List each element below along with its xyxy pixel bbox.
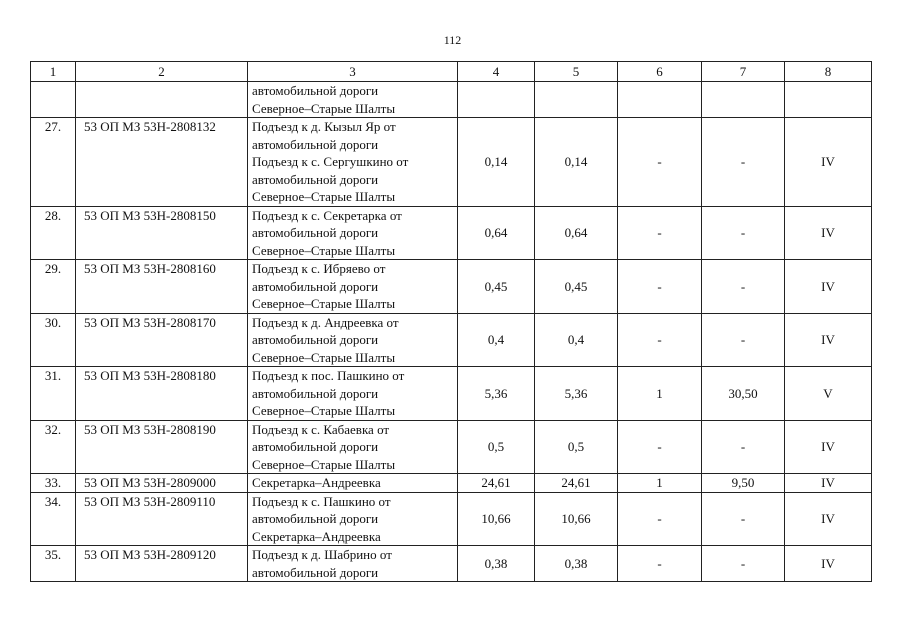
road-name-line: Секретарка–Андреевка	[252, 528, 381, 544]
col4-cell: 10,66	[458, 492, 535, 546]
col6-cell: -	[618, 313, 702, 367]
row-number-cell: 34.	[31, 492, 76, 546]
row-number-cell: 33.	[31, 474, 76, 493]
row-number-cell	[31, 82, 76, 118]
col5-cell: 0,4	[535, 313, 618, 367]
col4-cell: 0,5	[458, 420, 535, 474]
table-row	[31, 367, 872, 421]
road-name-line: Северное–Старые Шалты	[252, 349, 396, 365]
col8-cell	[785, 82, 872, 118]
road-name-line: Подъезд к пос. Пашкино от	[252, 368, 405, 383]
road-code-cell: 53 ОП МЗ 53Н-2809120	[76, 546, 248, 582]
col7-cell: -	[702, 118, 785, 207]
table-row	[31, 118, 872, 207]
road-name-line: Подъезд к с. Ибряево от	[252, 261, 386, 276]
col6-cell: -	[618, 546, 702, 582]
col7-cell: -	[702, 260, 785, 314]
col8-cell: IV	[785, 313, 872, 367]
col5-cell	[535, 82, 618, 118]
road-code-cell: 53 ОП МЗ 53Н-2809110	[76, 492, 248, 546]
col4-cell: 0,4	[458, 313, 535, 367]
col4-cell: 0,38	[458, 546, 535, 582]
col6-cell: -	[618, 118, 702, 207]
col6-cell: 1	[618, 474, 702, 493]
col5-cell: 0,64	[535, 206, 618, 260]
road-name-line: Подъезд к с. Секретарка от	[252, 207, 402, 223]
road-code-cell: 53 ОП МЗ 53Н-2808132	[76, 118, 248, 207]
table-row	[31, 82, 872, 118]
col5-cell: 0,45	[535, 260, 618, 314]
row-number-cell: 32.	[31, 420, 76, 474]
road-name-line: Северное–Старые Шалты	[252, 403, 396, 418]
road-name-line: Северное–Старые Шалты	[252, 296, 396, 311]
road-name-line: автомобильной дороги	[252, 385, 379, 401]
col4-cell	[458, 82, 535, 118]
road-name-cell	[248, 546, 458, 582]
road-name-line: автомобильной дороги	[252, 564, 379, 580]
road-name-line: Подъезд к с. Сергушкино от	[252, 154, 409, 169]
col5-cell: 10,66	[535, 492, 618, 546]
row-number-cell: 31.	[31, 367, 76, 421]
road-code-cell: 53 ОП МЗ 53Н-2808180	[76, 367, 248, 421]
table-row	[31, 474, 872, 493]
road-name-line: автомобильной дороги	[252, 439, 379, 454]
road-code-cell: 53 ОП МЗ 53Н-2808190	[76, 420, 248, 474]
col7-cell: -	[702, 546, 785, 582]
row-number-cell: 28.	[31, 206, 76, 260]
roads-table	[30, 61, 872, 582]
page-number: 112	[443, 33, 462, 47]
road-name-line: Подъезд к д. Андреевка от	[252, 314, 399, 330]
col7-cell: -	[702, 420, 785, 474]
col6-cell	[618, 82, 702, 118]
road-code-cell: 53 ОП МЗ 53Н-2808170	[76, 313, 248, 367]
col6-cell: -	[618, 420, 702, 474]
col4-cell: 0,45	[458, 260, 535, 314]
road-name-line: Северное–Старые Шалты	[252, 242, 396, 258]
table-row	[31, 313, 872, 367]
table-row	[31, 420, 872, 474]
road-name-line: автомобильной дороги	[252, 332, 379, 347]
header-cell: 8	[785, 62, 872, 82]
road-code-cell: 53 ОП МЗ 53Н-2809000	[76, 474, 248, 493]
col7-cell: 30,50	[702, 367, 785, 421]
col7-cell	[702, 82, 785, 118]
road-code-cell: 53 ОП МЗ 53Н-2808160	[76, 260, 248, 314]
header-cell: 2	[76, 62, 248, 82]
row-number-cell: 29.	[31, 260, 76, 314]
col7-cell: -	[702, 492, 785, 546]
road-name-cell	[248, 474, 458, 493]
col8-cell: V	[785, 367, 872, 421]
col7-cell: -	[702, 206, 785, 260]
col4-cell: 0,14	[458, 118, 535, 207]
road-code-cell	[76, 82, 248, 118]
col5-cell: 24,61	[535, 474, 618, 493]
table-row	[31, 206, 872, 260]
road-name-cell	[248, 260, 458, 314]
header-cell: 7	[702, 62, 785, 82]
header-cell: 4	[458, 62, 535, 82]
col5-cell: 0,5	[535, 420, 618, 474]
row-number-cell: 30.	[31, 313, 76, 367]
col7-cell: -	[702, 313, 785, 367]
road-name-cell	[248, 420, 458, 474]
table-row	[31, 546, 872, 582]
road-name-line: Северное–Старые Шалты	[252, 189, 396, 204]
row-number-cell: 27.	[31, 118, 76, 207]
header-cell: 5	[535, 62, 618, 82]
road-name-line: автомобильной дороги	[252, 278, 379, 294]
road-name-line: автомобильной дороги	[252, 511, 379, 526]
road-name-line: автомобильной дороги	[252, 83, 379, 98]
road-name-cell	[248, 118, 458, 207]
col6-cell: -	[618, 492, 702, 546]
road-name-line: Северное–Старые Шалты	[252, 456, 396, 472]
header-cell: 6	[618, 62, 702, 82]
road-name-line: автомобильной дороги	[252, 225, 379, 240]
col5-cell: 0,38	[535, 546, 618, 582]
col5-cell: 0,14	[535, 118, 618, 207]
col7-cell: 9,50	[702, 474, 785, 493]
col4-cell: 24,61	[458, 474, 535, 493]
col8-cell: IV	[785, 206, 872, 260]
road-name-line: автомобильной дороги	[252, 136, 379, 152]
col8-cell: IV	[785, 546, 872, 582]
road-name-cell	[248, 206, 458, 260]
col8-cell: IV	[785, 118, 872, 207]
road-name-cell	[248, 492, 458, 546]
col8-cell: IV	[785, 420, 872, 474]
table-row	[31, 260, 872, 314]
road-name-line: Секретарка–Андреевка	[252, 475, 381, 490]
road-name-line: Подъезд к с. Кабаевка от	[252, 421, 390, 437]
col8-cell: IV	[785, 260, 872, 314]
road-name-line: Подъезд к д. Кызыл Яр от	[252, 119, 396, 134]
col8-cell: IV	[785, 492, 872, 546]
road-name-line: Подъезд к с. Пашкино от	[252, 493, 391, 509]
col4-cell: 5,36	[458, 367, 535, 421]
header-row	[31, 62, 872, 82]
road-name-cell	[248, 313, 458, 367]
road-name-cell	[248, 367, 458, 421]
col8-cell: IV	[785, 474, 872, 493]
row-number-cell: 35.	[31, 546, 76, 582]
col6-cell: -	[618, 206, 702, 260]
road-name-line: Северное–Старые Шалты	[252, 100, 396, 116]
col6-cell: -	[618, 260, 702, 314]
col4-cell: 0,64	[458, 206, 535, 260]
road-code-cell: 53 ОП МЗ 53Н-2808150	[76, 206, 248, 260]
road-name-cell	[248, 82, 458, 118]
road-name-line: автомобильной дороги	[252, 171, 379, 187]
header-cell: 1	[31, 62, 76, 82]
road-name-line: Подъезд к д. Шабрино от	[252, 547, 392, 562]
table-row	[31, 492, 872, 546]
col6-cell: 1	[618, 367, 702, 421]
col5-cell: 5,36	[535, 367, 618, 421]
header-cell: 3	[248, 62, 458, 82]
